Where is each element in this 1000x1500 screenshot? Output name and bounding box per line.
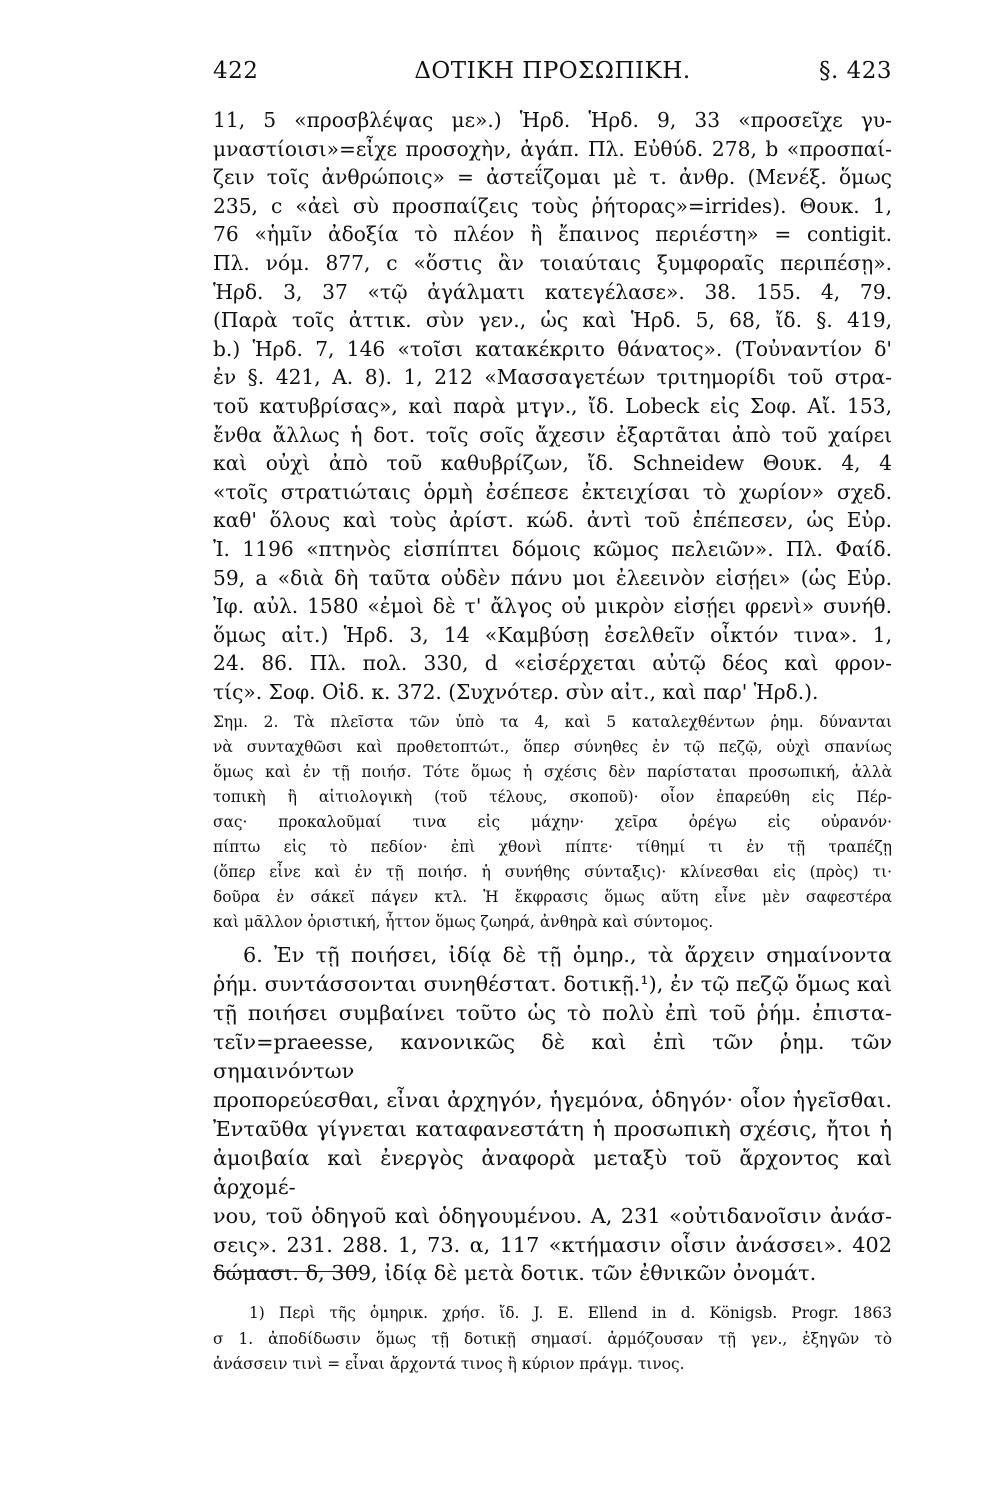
- text-line: Ἐνταῦθα γίγνεται καταφανεστάτη ἡ προσωπικὴ σχέσις, ἤτοι ἡ: [213, 1116, 892, 1141]
- text-line: ἔνθα ἄλλως ἡ δοτ. τοῖς σοῖς ἄχεσιν ἐξαρτᾶται ἀπὸ τοῦ χαίρει: [213, 422, 892, 447]
- text-line: 59, a «διὰ δὴ ταῦτα οὐδὲν πάνυ μοι ἐλεεινὸν εἰσῄει» (ὡς Εὐρ.: [213, 565, 892, 590]
- text-line: καὶ οὐχὶ ἀπὸ τοῦ καθυβρίζων, ἴδ. Schneidew Θουκ. 4, 4: [213, 451, 892, 476]
- note-block: [213, 710, 892, 935]
- note-line: τοπικὴ ἢ αἰτιολογικὴ (τοῦ τέλους, σκοποῦ)· οἷον ἐπαρεύθη εἰς Πέρ-: [213, 788, 892, 807]
- text-line: (Παρὰ τοῖς ἀττικ. σὺν γεν., ὡς καὶ Ἡρδ. 5, 68, ἴδ. §. 419,: [213, 308, 892, 333]
- text-line: 76 «ἡμῖν ἀδοξία τὸ πλέον ἢ ἔπαινος περιέστη» = contigit.: [213, 222, 892, 247]
- text-line: Ἰφ. αὐλ. 1580 «ἐμοὶ δὲ τ' ἄλγος οὐ μικρὸν εἰσῄει φρενὶ» συνήθ.: [213, 594, 892, 619]
- note-line: πίπτω εἰς τὸ πεδίον· ἐπὶ χθονὶ πίπτε· τίθημί τι ἐν τῇ τραπέζῃ: [213, 838, 892, 857]
- text-line: 11, 5 «προσβλέψας με».) Ἡρδ. Ἡρδ. 9, 33 «προσεῖχε γυ-: [213, 108, 892, 132]
- text-line: τίς». Σοφ. Οἰδ. κ. 372. (Συχνότερ. σὺν αἰτ., καὶ παρ' Ἡρδ.).: [213, 679, 819, 704]
- text-line: καθ' ὅλους καὶ τοὺς ἀρίστ. κώδ. ἀντὶ τοῦ ἐπέπεσεν, ὡς Εὐρ.: [213, 508, 892, 533]
- text-line: b.) Ἡρδ. 7, 146 «τοῖσι κατακέκριτο θάνατος». (Τοὐναντίον δ': [213, 336, 892, 361]
- text-line: τῇ ποιήσει συμβαίνει τοῦτο ὡς τὸ πολὺ ἐπὶ τοῦ ῥήμ. ἐπιστα-: [213, 1001, 892, 1026]
- text-line: 235, c «ἀεὶ σὺ προσπαίζεις τοὺς ῥήτορας»=irrides). Θουκ. 1,: [213, 193, 892, 218]
- footnote-line: 1) Περὶ τῆς ὁμηρικ. χρήσ. ἴδ. J. E. Ellend in d. Königsb. Progr. 1863: [249, 1304, 892, 1322]
- note-line: (ὅπερ εἶνε καὶ ἐν τῇ ποιήσ. ἡ συνήθης σύνταξις)· κλίνεσθαι εἰς (πρὸς) τι·: [213, 863, 892, 882]
- page-header: [213, 58, 892, 98]
- footnote-line: σ 1. ἀποδίδωσιν ὅμως τῇ δοτικῇ σημασί. ἁρμόζουσαν τῇ γεν., ἐξηγῶν τὸ: [213, 1329, 892, 1348]
- text-line: ἀμοιβαία καὶ ἐνεργὸς ἀναφορὰ μεταξὺ τοῦ ἄρχοντος καὶ ἀρχομέ-: [213, 1145, 892, 1199]
- note-line: Σημ. 2. Τὰ πλεῖστα τῶν ὑπὸ τα 4, καὶ 5 καταλεχθέντων ῥημ. δύνανται: [213, 713, 892, 732]
- text-line: τεῖν=praeesse, κανονικῶς δὲ καὶ ἐπὶ τῶν ῥημ. τῶν σημαινόντων: [213, 1030, 892, 1084]
- main-paragraph: [213, 106, 892, 706]
- text-line: 24. 86. Πλ. πολ. 330, d «εἰσέρχεται αὐτῷ δέος καὶ φρον-: [213, 651, 892, 676]
- text-line: 6. Ἐν τῇ ποιήσει, ἰδίᾳ δὲ τῇ ὁμηρ., τὰ ἄρχειν σημαίνοντα: [243, 943, 892, 968]
- text-line: νου, τοῦ ὁδηγοῦ καὶ ὁδηγουμένου. Α, 231 «οὐτιδανοῖσιν ἀνάσ-: [213, 1203, 892, 1228]
- text-line: προπορεύεσθαι, εἶναι ἀρχηγόν, ἡγεμόνα, ὁδηγόν· οἷον ἡγεῖσθαι.: [213, 1088, 892, 1112]
- text-line: Ἡρδ. 3, 37 «τῷ ἀγάλματι κατεγέλασε». 38. 155. 4, 79.: [213, 279, 892, 304]
- note-line: καὶ μᾶλλον ὁριστική, ἧττον ὅμως ζωηρά, ἀνθηρὰ καὶ σύντομος.: [213, 913, 714, 932]
- note-line: σας· προκαλοῦμαί τινα εἰς μάχην· χεῖρα ὀρέγω εἰς οὐρανόν·: [213, 813, 892, 832]
- footnote: [213, 1301, 892, 1378]
- note-line: δοῦρα ἐν σάκεϊ πάγεν κτλ. Ἡ ἔκφρασις ὅμως αὕτη εἶνε μὲν σαφεστέρα: [213, 888, 892, 907]
- text-line: Πλ. νόμ. 877, c «ὅστις ἂν τοιαύταις ξυμφοραῖς περιπέσῃ».: [213, 250, 892, 275]
- text-line: μναστίοισι»=εἶχε προσοχὴν, ἀγάπ. Πλ. Εὐθύδ. 278, b «προσπαί-: [213, 136, 892, 161]
- page-number: 422: [213, 58, 259, 84]
- note-line: νὰ συνταχθῶσι καὶ προθετοπτώτ., ὅπερ σύνηθες ἐν τῷ πεζῷ, οὐχὶ σπανίως: [213, 738, 892, 757]
- text-line: ῥήμ. συντάσσονται συνηθέστατ. δοτικῇ.¹), ἐν τῷ πεζῷ ὅμως καὶ: [213, 972, 892, 997]
- footnote-line: ἀνάσσειν τινὶ = εἶναι ἄρχοντά τινος ἢ κύριον πράγμ. τινος.: [213, 1355, 685, 1373]
- main-text: [213, 106, 892, 1288]
- text-line: Ἰ. 1196 «πτηνὸς εἰσπίπτει δόμοις κῶμος πελειῶν». Πλ. Φαίδ.: [213, 536, 892, 561]
- text-line: «τοῖς στρατιώταις ὁρμὴ ἐσέπεσε ἐκτειχίσαι τὸ χωρίον» σχεδ.: [213, 479, 892, 504]
- text-line: δώμασι. δ, 309, ἰδίᾳ δὲ μετὰ δοτικ. τῶν ἐθνικῶν ὀνομάτ.: [213, 1261, 817, 1286]
- paragraph-6: [213, 941, 892, 1288]
- text-line: σεις». 231. 288. 1, 73. α, 117 «κτήμασιν οἷσιν ἀνάσσει». 402: [213, 1232, 892, 1257]
- running-title: ΔΟΤΙΚΗ ΠΡΟΣΩΠΙΚΗ.: [414, 58, 691, 84]
- section-reference: §. 423: [818, 58, 892, 84]
- text-line: ἐν §. 421, Α. 8). 1, 212 «Μασσαγετέων τριτημορίδι τοῦ στρα-: [213, 365, 892, 390]
- footnote-rule: [213, 1271, 359, 1272]
- text-line: ζειν τοῖς ἀνθρώποις» = ἀστεΐζομαι μὲ τ. ἀνθρ. (Μενέξ. ὅμως: [213, 165, 892, 190]
- text-line: ὅμως αἰτ.) Ἡρδ. 3, 14 «Καμβύσῃ ἐσελθεῖν οἶκτόν τινα». 1,: [213, 622, 892, 647]
- text-line: τοῦ κατυβρίσας», καὶ παρὰ μτγν., ἴδ. Lobeck εἰς Σοφ. Αἴ. 153,: [213, 393, 892, 418]
- note-line: ὅμως καὶ ἐν τῇ ποιήσ. Τότε ὅμως ἡ σχέσις δὲν παρίσταται προσωπική, ἀλλὰ: [213, 763, 892, 782]
